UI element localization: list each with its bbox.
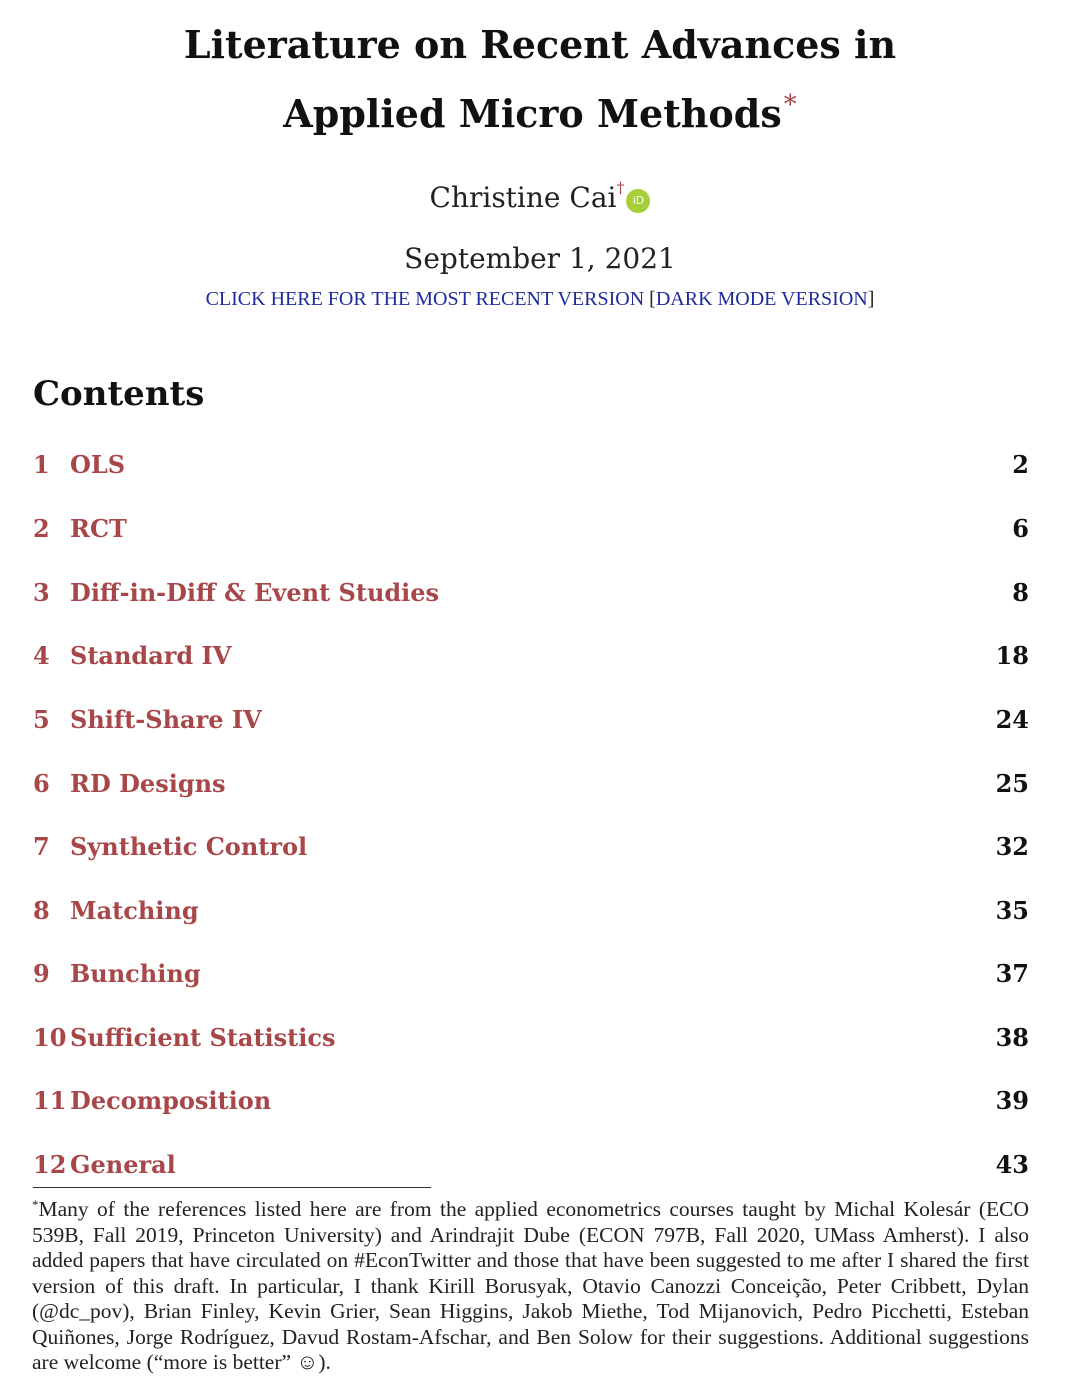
toc-entry[interactable] (33, 578, 1029, 608)
toc-page: 2 (1012, 450, 1029, 479)
toc-number: 8 (33, 896, 50, 925)
toc-entry[interactable] (33, 896, 1029, 926)
toc-number: 12 (33, 1150, 67, 1179)
toc-page: 39 (995, 1086, 1029, 1115)
open-bracket: [ (649, 288, 656, 310)
toc-number: 10 (33, 1023, 67, 1052)
toc-entry[interactable] (33, 705, 1029, 735)
toc-label[interactable]: Decomposition (70, 1086, 272, 1115)
toc-label[interactable]: Bunching (70, 959, 201, 988)
toc-label[interactable]: RD Designs (70, 769, 226, 798)
version-links (0, 289, 1080, 309)
toc-page: 43 (995, 1150, 1029, 1179)
toc-number: 4 (33, 641, 50, 670)
toc-label[interactable]: Sufficient Statistics (70, 1023, 336, 1052)
footnote-text: Many of the references listed here are from the applied econometrics courses taught by Michal Kolesár (ECO 539B, Fall 2019, Princeton University) and Arindrajit Dube (ECON 797B, Fall 2020, UMass Amherst). I also added papers that have circulated on #EconTwitter and those that have been suggested to me after I shared the first version of this draft. In particular, I thank Kirill Borusyak, Otavio Canozzi Conceição, Peter Cribbett, Dylan (@dc_pov), Brian Finley, Kevin Grier, Sean Higgins, Jakob Miethe, Tod Mijanovich, Pedro Picchetti, Esteban Quiñones, Jorge Rodríguez, Davud Rostam-Afschar, and Ben Solow for their suggestions. Additional suggestions are welcome (“more is better” ☺). (32, 1197, 1029, 1374)
toc-page: 24 (995, 705, 1029, 734)
title-footnote-marker[interactable]: * (783, 90, 797, 120)
toc-label[interactable]: Standard IV (70, 641, 232, 670)
toc-label[interactable]: Matching (70, 896, 199, 925)
toc-page: 37 (995, 959, 1029, 988)
contents-heading: Contents (33, 374, 205, 414)
toc-label[interactable]: Shift-Share IV (70, 705, 262, 734)
toc-entry[interactable] (33, 769, 1029, 799)
toc-page: 6 (1012, 514, 1029, 543)
toc-entry[interactable] (33, 832, 1029, 862)
title-line-2-text: Applied Micro Methods (283, 91, 782, 136)
footnote (32, 1192, 1029, 1376)
toc-number: 2 (33, 514, 50, 543)
author-line (0, 180, 1080, 213)
toc-label[interactable]: RCT (70, 514, 127, 543)
toc-entry[interactable] (33, 1150, 1029, 1180)
toc-page: 38 (995, 1023, 1029, 1052)
dark-mode-version-link[interactable]: DARK MODE VERSION (655, 288, 868, 310)
footnote-divider (33, 1187, 431, 1188)
toc-number: 3 (33, 578, 50, 607)
toc-entry[interactable] (33, 450, 1029, 480)
toc-entry[interactable] (33, 1023, 1029, 1053)
most-recent-version-link[interactable]: CLICK HERE FOR THE MOST RECENT VERSION (205, 288, 645, 310)
author-name: Christine Cai (429, 181, 617, 214)
publication-date: September 1, 2021 (404, 242, 676, 275)
toc-entry[interactable] (33, 959, 1029, 989)
toc-entry[interactable] (33, 641, 1029, 671)
toc-number: 1 (33, 450, 50, 479)
toc-number: 5 (33, 705, 50, 734)
orcid-icon[interactable]: iD (626, 189, 650, 213)
toc-page: 18 (995, 641, 1029, 670)
title-line-1: Literature on Recent Advances in (183, 22, 897, 67)
close-bracket: ] (867, 288, 875, 310)
toc-number: 9 (33, 959, 50, 988)
toc-entry[interactable] (33, 1086, 1029, 1116)
toc-number: 7 (33, 832, 50, 861)
title-line-2 (0, 90, 1080, 136)
toc-page: 8 (1012, 578, 1029, 607)
toc-page: 25 (995, 769, 1029, 798)
author-footnote-marker[interactable]: † (616, 178, 625, 197)
toc-entry[interactable] (33, 514, 1029, 544)
toc-label[interactable]: Diff-in-Diff & Event Studies (70, 578, 440, 607)
toc-number: 6 (33, 769, 50, 798)
toc-label[interactable]: General (70, 1150, 176, 1179)
toc-label[interactable]: Synthetic Control (70, 832, 308, 861)
toc-page: 35 (995, 896, 1029, 925)
toc-label[interactable]: OLS (70, 450, 126, 479)
toc-page: 32 (995, 832, 1029, 861)
footnote-marker: * (32, 1197, 39, 1212)
toc-number: 11 (33, 1086, 67, 1115)
